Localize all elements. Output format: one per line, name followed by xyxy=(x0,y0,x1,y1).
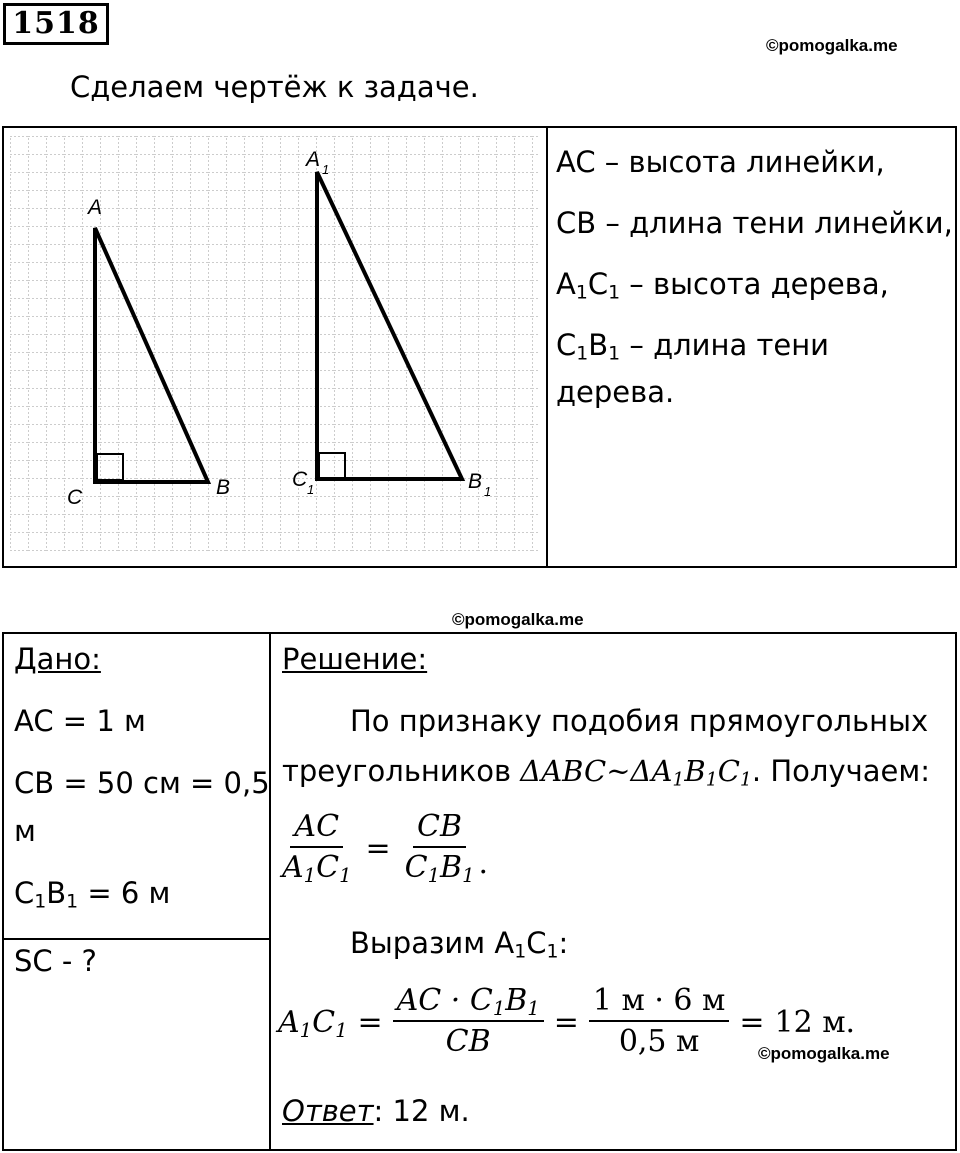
definition-row: CB – длина тени линейки, xyxy=(556,206,953,240)
label-a1-sub: 1 xyxy=(322,162,330,177)
definitions-list xyxy=(556,132,953,423)
answer-line: Ответ: 12 м. xyxy=(282,1094,470,1128)
find-text: SC - ? xyxy=(14,944,97,978)
express-line: Выразим $A_1C_1$: xyxy=(350,926,569,963)
label-c1-sub: 1 xyxy=(307,482,315,497)
definition-row: AC – высота линейки, xyxy=(556,145,885,179)
watermark: ©pomogalka.me xyxy=(766,36,898,55)
definition-row: дерева. xyxy=(556,375,675,409)
triangle-figure xyxy=(10,136,540,561)
label-b1: B xyxy=(468,470,483,493)
label-a1: A xyxy=(306,148,321,171)
given-find-divider xyxy=(4,938,269,940)
fraction-formula: $\frac{AC \cdot C_1B_1}{CB}$ xyxy=(393,982,544,1062)
given-ac: AC = 1 м xyxy=(14,704,146,738)
figure-table-divider xyxy=(546,128,548,566)
fraction-values: $\frac{1 м \cdot 6 м}{0,5 м}$ xyxy=(589,982,730,1062)
proportion-equation: $\frac{AC}{A_1C_1}$ = $\frac{CB}{C_1B_1}$ . xyxy=(278,808,488,888)
watermark: ©pomogalka.me xyxy=(758,1044,890,1063)
given-cb: CB = 50 см = 0,5 xyxy=(14,766,270,800)
given-cb-unit: м xyxy=(14,814,36,848)
solution-title: Решение: xyxy=(282,642,428,676)
definition-row: $A_1C_1$ – высота дерева, xyxy=(556,267,889,304)
given-c1b1: $C_1B_1 = 6$ м xyxy=(14,876,171,913)
label-c1: C xyxy=(292,468,308,491)
label-a: A xyxy=(88,196,103,219)
definition-row: $C_1B_1$ – длина тени xyxy=(556,328,830,365)
fraction-ac-a1c1: $\frac{AC}{A_1C_1}$ xyxy=(282,809,352,887)
label-c: C xyxy=(67,486,83,509)
problem-number: 1518 xyxy=(3,3,109,45)
solution-equation: $A_1C_1$ = $\frac{AC \cdot C_1B_1}{CB}$ = $\frac{1 м \cdot 6 м}{0,5 м}$ = 12 м. xyxy=(278,982,855,1062)
fraction-cb-c1b1: $\frac{CB}{C_1B_1}$ xyxy=(404,809,475,887)
result-value: 12 м. xyxy=(774,1004,856,1040)
solution-paragraph-2: треугольников $\Delta ABC\sim\Delta A_1B_1C_1$. Получаем: xyxy=(282,754,930,791)
given-title: Дано: xyxy=(14,642,101,676)
solution-paragraph-1: По признаку подобия прямоугольных xyxy=(350,704,929,738)
given-block xyxy=(14,642,270,913)
label-b: B xyxy=(216,476,231,499)
label-b1-sub: 1 xyxy=(484,484,492,499)
watermark: ©pomogalka.me xyxy=(452,610,584,629)
intro-text: Сделаем чертёж к задаче. xyxy=(70,70,479,104)
